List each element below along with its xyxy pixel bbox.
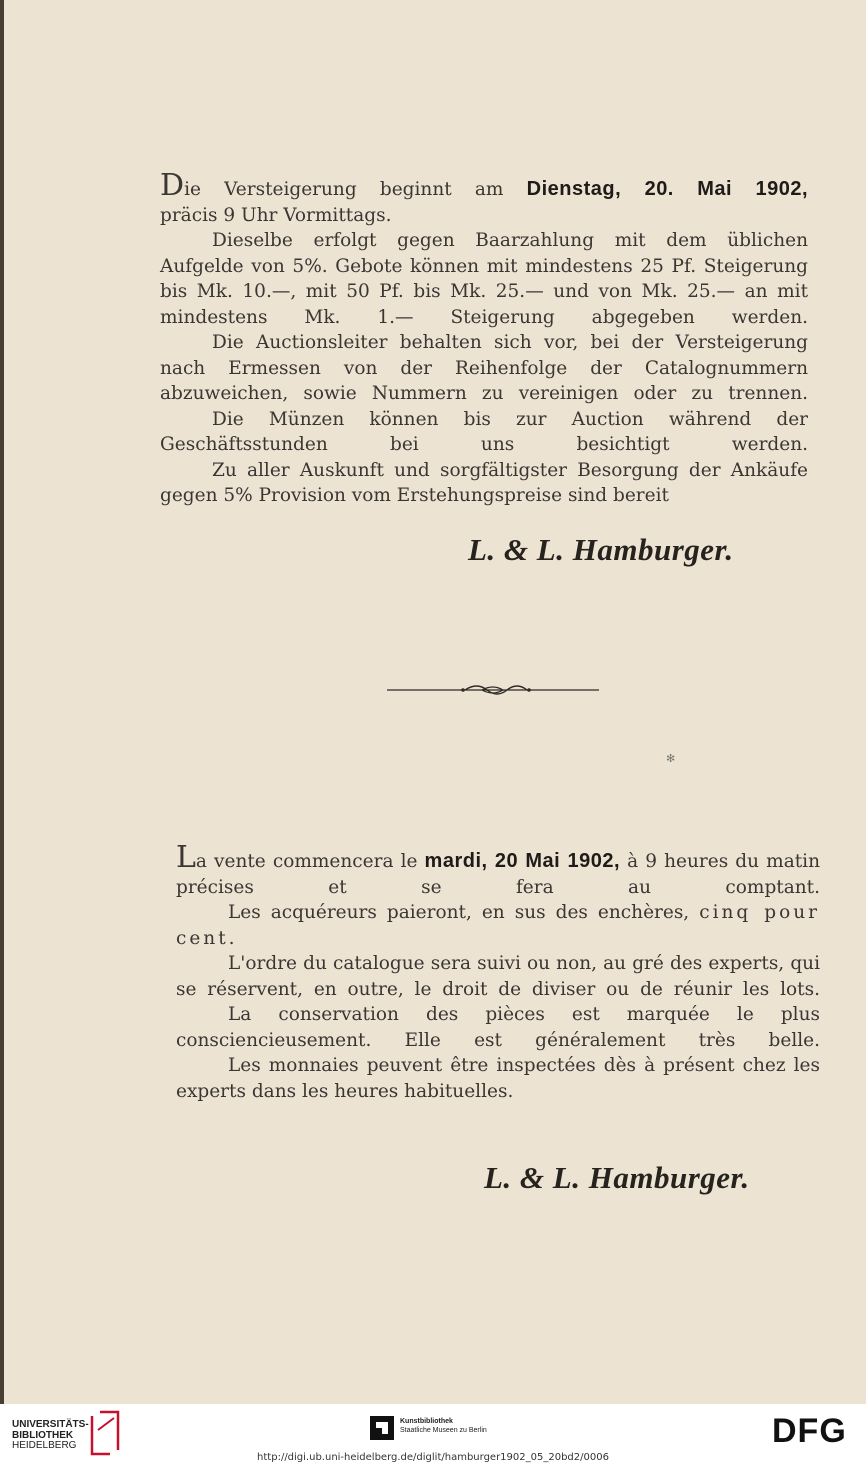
german-signature: L. & L. Hamburger. — [468, 532, 734, 567]
drop-initial-french: L — [176, 840, 196, 875]
french-signature: L. & L. Hamburger. — [484, 1160, 750, 1195]
library-line-2: BIBLIOTHEK — [12, 1429, 74, 1441]
kunstbibliothek-text — [400, 1417, 487, 1435]
french-paragraph-1 — [176, 840, 820, 900]
french-paragraph-2 — [176, 900, 820, 951]
kunst-line-2: Staatliche Museen zu Berlin — [400, 1427, 487, 1434]
french-p1-text-a: a vente commencera le — [195, 851, 425, 872]
page-edge-shadow — [0, 0, 4, 1404]
german-p1-text-a: ie Versteigerung beginnt am — [184, 179, 527, 200]
french-p2-text-a: Les acquéreurs paieront, en sus des enchères, — [228, 902, 700, 923]
french-p2-spaced: cinq pour cent. — [176, 902, 820, 949]
french-date: mardi, 20 Mai 1902, — [424, 850, 621, 872]
german-paragraph-5: Zu aller Auskunft und sorgfältigster Besorgung der Ankäufe gegen 5% Provision vom Erstehungspreise sind bereit — [160, 459, 808, 506]
source-url[interactable]: http://digi.ub.uni-heidelberg.de/diglit/hamburger1902_05_20bd2/0006 — [257, 1452, 609, 1463]
ornamental-divider — [387, 680, 599, 700]
french-p1-text-b: à 9 heures du matin précises et se fera au comptant. — [176, 851, 820, 898]
library-line-1: UNIVERSITÄTS- — [12, 1419, 89, 1430]
library-line-3: HEIDELBERG — [12, 1440, 77, 1451]
drop-initial: D — [160, 168, 185, 203]
kunstbibliothek-logo-icon — [370, 1416, 394, 1440]
german-paragraph-3: Die Auctionsleiter behalten sich vor, bei der Versteigerung nach Ermessen von der Reihenfolge der Catalognummern abzuweichen, sowie Nummern zu vereinigen oder zu trennen. — [160, 332, 808, 404]
german-p1-text-b: präcis 9 Uhr Vormittags. — [160, 204, 392, 226]
small-asterisk-mark: ✻ — [666, 752, 676, 765]
german-date: Dienstag, 20. Mai 1902, — [526, 178, 809, 200]
german-section — [160, 168, 809, 509]
french-section — [176, 840, 820, 1104]
dfg-logo: DFG — [772, 1412, 847, 1450]
french-paragraph-3: L'ordre du catalogue sera suivi ou non, au gré des experts, qui se réservent, en outre, le droit de diviser ou de réunir les lots. — [176, 953, 820, 1000]
french-paragraph-5: Les monnaies peuvent être inspectées dès à présent chez les experts dans les heures habituelles. — [176, 1055, 820, 1102]
heidelberg-library-text — [12, 1420, 89, 1452]
french-paragraph-4: La conservation des pièces est marquée le plus consciencieusement. Elle est généralement très belle. — [176, 1004, 820, 1051]
heidelberg-logo-icon — [88, 1410, 122, 1458]
kunst-line-1: Kunstbibliothek — [400, 1418, 453, 1425]
german-paragraph-4: Die Münzen können bis zur Auction während der Geschäftsstunden bei uns besichtigt werden. — [160, 408, 808, 455]
german-paragraph-2: Dieselbe erfolgt gegen Baarzahlung mit dem üblichen Aufgelde von 5%. Gebote können mit mindestens 25 Pf. Steigerung bis Mk. 10.—, mit 50 Pf. bis Mk. 25.— und von Mk. 25.— an mit mindestens Mk. 1.— Steigerung abgegeben werden. — [160, 230, 808, 328]
german-paragraph-1 — [160, 168, 809, 203]
